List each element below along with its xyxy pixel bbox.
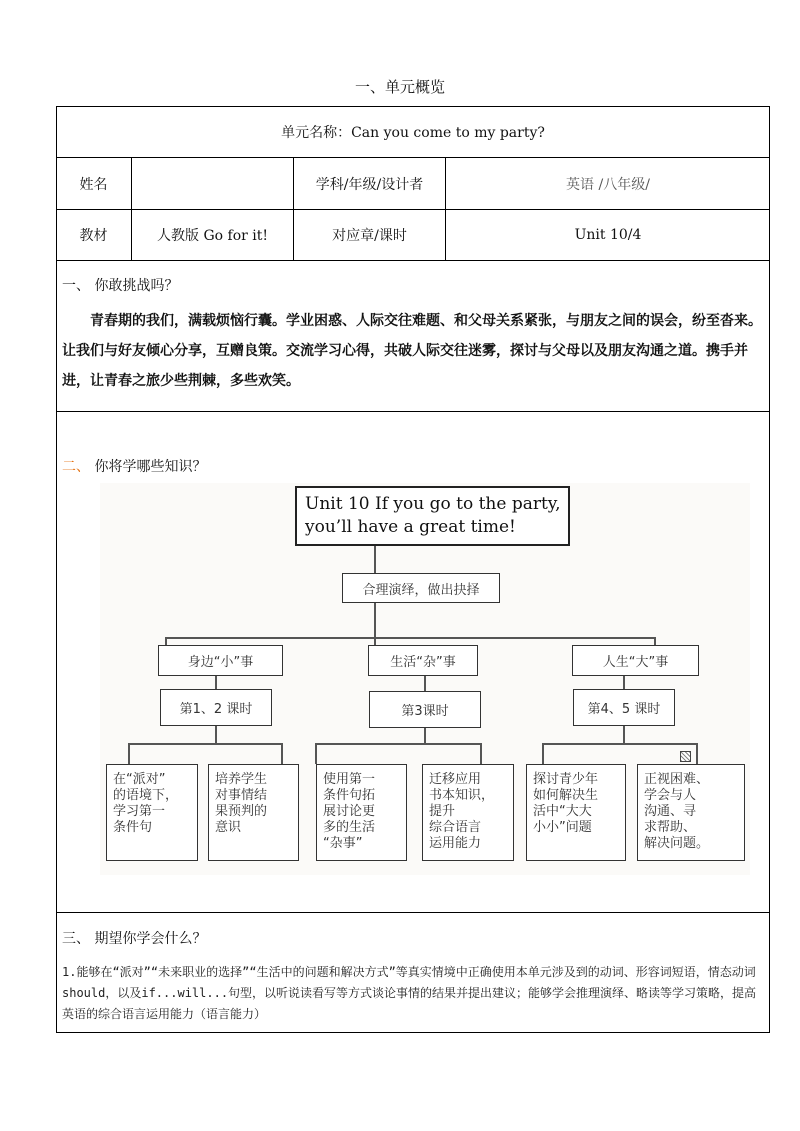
diagram-title-box: Unit 10 If you go to the party, you’ll have a great time! (295, 486, 570, 546)
knowledge-tree-diagram (100, 483, 750, 875)
textbook-value: 人教版 Go for it! (157, 228, 268, 244)
diagram-root-box: 合理演绎，做出抉择 (342, 573, 500, 603)
leaf-box: 正视困难、 学会与人 沟通、寻 求帮助、 解决问题。 (637, 764, 745, 861)
section2-heading (62, 456, 206, 476)
page-title: 一、单元概览 (354, 78, 445, 96)
subject-value: 英语 /八年级/ (566, 176, 650, 193)
subject-label: 学科/年级/设计者 (315, 176, 424, 193)
lesson-1-2-box: 第1、2 课时 (160, 689, 272, 726)
name-label: 姓名 (79, 176, 108, 193)
anchor-icon (680, 751, 691, 762)
leaf-box: 培养学生 对事情结 果预判的 意识 (208, 764, 299, 861)
section3-heading: 三、 期望你学会什么？ (62, 931, 207, 947)
chapter-value: Unit 10/4 (574, 227, 642, 243)
chapter-label: 对应章/课时 (332, 228, 407, 244)
lesson-4-5-box: 第4、5 课时 (573, 689, 675, 726)
leaf-box: 在“派对” 的语境下， 学习第一 条件句 (106, 764, 198, 861)
branch-big-matters: 人生“大”事 (572, 645, 699, 676)
name-value (132, 158, 293, 209)
section1-paragraph: 青春期的我们，满载烦恼行囊。学业困惑、人际交往难题、和父母关系紧张，与朋友之间的误会，纷至沓来。让我们与好友倾心分享，互赠良策。交流学习心得，共破人际交往迷雾，探讨与父母以及朋友沟通之道。携手并进，让青春之旅少些荆棘，多些欢笑。 (62, 313, 762, 389)
row-divider (56, 912, 770, 913)
row-divider (56, 260, 770, 261)
section3-text: 1.能够在“派对”“未来职业的选择”“生活中的问题和解决方式”等真实情境中正确使用本单元涉及到的动词、形容词短语，情态动词should，以及if...will...句型，以听说读看写等方式谈论事情的结果并提出建议；能够学会推理演绎、略读等学习策略，提高英语的综合语言运用能力（语言能力） (62, 965, 757, 1021)
row-divider (56, 411, 770, 412)
section1-heading: 一、 你敢挑战吗？ (62, 278, 179, 294)
textbook-label: 教材 (79, 228, 108, 244)
leaf-box: 探讨青少年 如何解决生 活中“大大 小小”问题 (526, 764, 626, 861)
section2-heading-text: 你将学哪些知识？ (90, 459, 207, 475)
section2-heading-number: 二、 (62, 459, 90, 475)
leaf-box: 迁移应用 书本知识， 提升 综合语言 运用能力 (422, 764, 514, 861)
branch-daily-matters: 生活“杂”事 (368, 645, 478, 676)
branch-small-matters: 身边“小”事 (158, 645, 283, 676)
unit-name: 单元名称：Can you come to my party? (281, 125, 545, 141)
lesson-3-box: 第3课时 (369, 691, 481, 728)
leaf-box: 使用第一 条件句拓 展讨论更 多的生活 “杂事” (316, 764, 407, 861)
